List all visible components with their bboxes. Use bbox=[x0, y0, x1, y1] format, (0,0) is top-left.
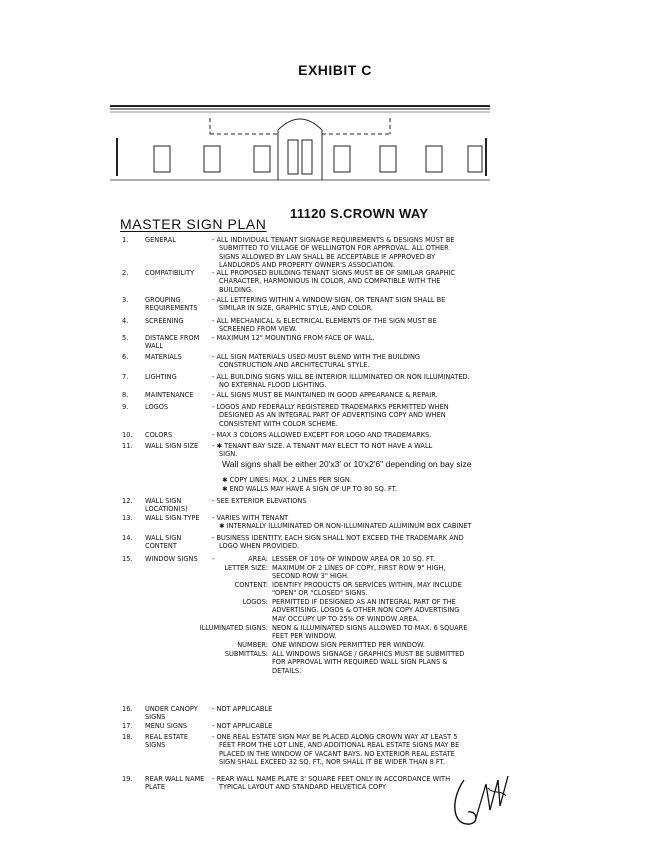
handwritten-signature bbox=[446, 770, 526, 830]
window-sign-key: SUBMITTALS: bbox=[224, 650, 268, 658]
description-line: - REAR WALL NAME PLATE 3' SQUARE FEET ONLY IN ACCORDANCE WITH bbox=[212, 775, 451, 783]
window-sign-line: ONE WINDOW SIGN PERMITTED PER WINDOW. bbox=[272, 641, 425, 649]
description-line: ✱ INTERNALLY ILLUMINATED OR NON-ILLUMINATED ALUMINUM BOX CABINET bbox=[219, 522, 472, 531]
window-sign-value bbox=[272, 564, 532, 581]
description-line: - LOGOS AND FEDERALLY REGISTERED TRADEMARKS PERMITTED WHEN bbox=[212, 403, 449, 411]
item-label: UNDER CANOPY SIGNS bbox=[145, 705, 198, 722]
description-line: - BUSINESS IDENTITY. EACH SIGN SHALL NOT EXCEED THE TRADEMARK AND bbox=[212, 534, 464, 542]
description-line: BUILDING. bbox=[219, 285, 254, 294]
item-number: 14. bbox=[122, 534, 133, 542]
window-sign-key: CONTENT: bbox=[234, 581, 268, 589]
item-label: WALL SIGN CONTENT bbox=[145, 534, 182, 551]
description-line: - ALL SIGN MATERIALS USED MUST BLEND WITH THE BUILDING bbox=[212, 353, 421, 361]
description-line: LANDLORDS AND PROPERTY OWNER'S ASSOCIATION. bbox=[219, 261, 395, 270]
description-line: SIGNS ALLOWED BY LAW SHALL BE ACCEPTABLE IF APPROVED BY bbox=[219, 252, 436, 261]
description-line: - ALL PROPOSED BUILDING TENANT SIGNS MUST BE OF SIMILAR GRAPHIC bbox=[212, 269, 456, 277]
description-line: - ALL SIGNS MUST BE MAINTAINED IN GOOD APPEARANCE & REPAIR. bbox=[212, 391, 438, 399]
item-label: WALL SIGN TYPE bbox=[145, 514, 200, 522]
description-line: - ALL BUILDING SIGNS WILL BE INTERIOR ILLUMINATED OR NON ILLUMINATED. bbox=[212, 373, 470, 381]
item-number: 2. bbox=[122, 269, 129, 277]
item-label: LOGOS bbox=[145, 403, 169, 411]
description-line: CONSISTENT WITH COLOR SCHEME. bbox=[219, 419, 338, 428]
window-sign-line: FEET PER WINDOW. bbox=[272, 632, 337, 641]
item-description bbox=[212, 391, 512, 399]
description-line: TYPICAL LAYOUT AND STANDARD HELVETICA COPY bbox=[219, 783, 387, 792]
window-sign-value bbox=[272, 555, 532, 563]
copy-lines-note: ✱ COPY LINES: MAX. 2 LINES PER SIGN. bbox=[222, 476, 352, 484]
item-number: 1. bbox=[122, 236, 129, 244]
item-description bbox=[212, 317, 512, 334]
item-description bbox=[212, 353, 512, 370]
item-label: GENERAL bbox=[145, 236, 176, 244]
item-label: LIGHTING bbox=[145, 373, 177, 381]
window-sign-line: NEON & ILLUMINATED SIGNS ALLOWED TO MAX. 6 SQUARE bbox=[272, 624, 468, 632]
item-label: MATERIALS bbox=[145, 353, 182, 361]
description-line: CONSTRUCTION AND ARCHITECTURAL STYLE. bbox=[219, 361, 370, 370]
item-number: 3. bbox=[122, 296, 129, 304]
item-description bbox=[212, 442, 512, 459]
item-description bbox=[212, 497, 512, 505]
description-line: SIGN SHALL EXCEED 32 SQ. FT., NOR SHALL IT BE WIDER THAN 8 FT. bbox=[219, 758, 445, 767]
item-description bbox=[212, 733, 512, 767]
item-number: 19. bbox=[122, 775, 133, 783]
description-line: - ALL LETTERING WITHIN A WINDOW SIGN, OR TENANT SIGN SHALL BE bbox=[212, 296, 446, 304]
description-line: - ONE REAL ESTATE SIGN MAY BE PLACED ALONG CROWN WAY AT LEAST 5 bbox=[212, 733, 458, 741]
item-number: 9. bbox=[122, 403, 129, 411]
item-description bbox=[212, 705, 512, 713]
item-label: WINDOW SIGNS bbox=[145, 555, 198, 563]
description-line: - ALL INDIVIDUAL TENANT SIGNAGE REQUIREMENTS & DESIGNS MUST BE bbox=[212, 236, 455, 244]
window-sign-value bbox=[272, 598, 532, 623]
window-sign-line: DETAILS. bbox=[272, 666, 302, 675]
item-description bbox=[212, 269, 512, 294]
item-number: 13. bbox=[122, 514, 133, 522]
window-sign-key: NUMBER: bbox=[237, 641, 268, 649]
item-number: 10. bbox=[122, 431, 133, 439]
item-label: COLORS bbox=[145, 431, 173, 439]
item-description bbox=[212, 334, 512, 342]
item-description bbox=[212, 236, 512, 270]
item-number: 15. bbox=[122, 555, 133, 563]
item-label: DISTANCE FROM WALL bbox=[145, 334, 200, 351]
description-line: - VARIES WITH TENANT bbox=[212, 514, 289, 522]
item-number: 12. bbox=[122, 497, 133, 505]
window-sign-line: ADVERTISING. LOGOS & OTHER NON COPY ADVERTISING bbox=[272, 606, 460, 615]
handwritten-wall-sign-note: Wall signs shall be either 20'x3' or 10'x2'6" depending on bay size bbox=[222, 459, 472, 469]
item-label: MAINTENANCE bbox=[145, 391, 194, 399]
item-label: COMPATIBILITY bbox=[145, 269, 195, 277]
description-line: - ALL MECHANICAL & ELECTRICAL ELEMENTS OF THE SIGN MUST BE bbox=[212, 317, 437, 325]
item-label: SCREENING bbox=[145, 317, 184, 325]
description-line: DESIGNED AS AN INTEGRAL PART OF ADVERTISING COPY AND WHEN bbox=[219, 411, 446, 420]
master-sign-plan-title: MASTER SIGN PLAN bbox=[120, 216, 267, 232]
building-elevation-drawing bbox=[110, 96, 490, 188]
window-sign-line: "OPEN" OR "CLOSED" SIGNS. bbox=[272, 589, 368, 598]
item-label: REAL ESTATE SIGNS bbox=[145, 733, 189, 750]
item-number: 17. bbox=[122, 722, 133, 730]
window-sign-line: LESSER OF 10% OF WINDOW AREA OR 10 SQ. FT. bbox=[272, 555, 436, 563]
window-sign-line: MAXIMUM OF 2 LINES OF COPY, FIRST ROW 9" HIGH, bbox=[272, 564, 446, 572]
item-number: 4. bbox=[122, 317, 129, 325]
window-sign-key: LOGOS: bbox=[242, 598, 268, 606]
item-label: WALL SIGN LOCATION(S) bbox=[145, 497, 188, 514]
window-sign-value bbox=[272, 650, 532, 675]
item-label: REAR WALL NAME PLATE bbox=[145, 775, 205, 792]
end-walls-note: ✱ END WALLS MAY HAVE A SIGN OF UP TO 80 SQ. FT. bbox=[222, 485, 398, 493]
description-line: CHARACTER, HARMONIOUS IN COLOR, AND COMPATIBLE WITH THE bbox=[219, 277, 441, 286]
item-description bbox=[212, 722, 512, 730]
window-sign-value bbox=[272, 641, 532, 649]
window-sign-line: IDENTIFY PRODUCTS OR SERVICES WITHIN, MAY INCLUDE bbox=[272, 581, 462, 589]
window-sign-line: FOR APPROVAL WITH REQUIRED WALL SIGN PLANS & bbox=[272, 658, 448, 667]
window-sign-key: AREA: bbox=[248, 555, 268, 563]
item-description bbox=[212, 514, 512, 531]
item-description bbox=[212, 403, 512, 428]
description-line: SIGN. bbox=[219, 450, 238, 459]
window-sign-line: SECOND ROW 3" HIGH. bbox=[272, 572, 349, 581]
item-label: WALL SIGN SIZE bbox=[145, 442, 199, 450]
property-address: 11120 S.CROWN WAY bbox=[290, 206, 429, 221]
description-line: - SEE EXTERIOR ELEVATIONS bbox=[212, 497, 307, 505]
description-line: NO EXTERNAL FLOOD LIGHTING. bbox=[219, 381, 327, 390]
item-description bbox=[212, 296, 512, 313]
item-description bbox=[212, 431, 512, 439]
item-number: 7. bbox=[122, 373, 129, 381]
window-sign-value bbox=[272, 624, 532, 641]
description-line: SCREENED FROM VIEW. bbox=[219, 325, 297, 334]
description-line: PLACED IN THE WINDOW OF VACANT BAYS. NO EXTERIOR REAL ESTATE bbox=[219, 749, 455, 758]
description-line: - NOT APPLICABLE bbox=[212, 705, 273, 713]
description-line: FEET FROM THE LOT LINE, AND ADDITIONAL REAL ESTATE SIGNS MAY BE bbox=[219, 741, 460, 750]
description-line: - bbox=[212, 555, 215, 563]
item-number: 11. bbox=[122, 442, 133, 450]
description-line: LOGO WHEN PROVIDED. bbox=[219, 542, 300, 551]
description-line: SUBMITTED TO VILLAGE OF WELLINGTON FOR APPROVAL. ALL OTHER bbox=[219, 244, 449, 253]
window-sign-line: ALL WINDOWS SIGNAGE / GRAPHICS MUST BE SUBMITTED bbox=[272, 650, 465, 658]
description-line: - MAX 3 COLORS ALLOWED EXCEPT FOR LOGO AND TRADEMARKS. bbox=[212, 431, 432, 439]
window-sign-key: LETTER SIZE: bbox=[224, 564, 268, 572]
window-sign-line: PERMITTED IF DESIGNED AS AN INTEGRAL PART OF THE bbox=[272, 598, 456, 606]
item-number: 8. bbox=[122, 391, 129, 399]
item-label: GROUPING REQUIREMENTS bbox=[145, 296, 198, 313]
window-sign-key: ILLUMINATED SIGNS: bbox=[199, 624, 268, 632]
item-number: 18. bbox=[122, 733, 133, 741]
item-number: 5. bbox=[122, 334, 129, 342]
description-line: SIMILAR IN SIZE, GRAPHIC STYLE, AND COLOR. bbox=[219, 304, 374, 313]
item-description bbox=[212, 373, 512, 390]
window-sign-line: MAY OCCUPY UP TO 25% OF WINDOW AREA. bbox=[272, 614, 420, 623]
description-line: - MAXIMUM 12" MOUNTING FROM FACE OF WALL. bbox=[212, 334, 375, 342]
item-number: 6. bbox=[122, 353, 129, 361]
exhibit-title: EXHIBIT C bbox=[298, 62, 372, 78]
item-description bbox=[212, 534, 512, 551]
description-line: - ✱ TENANT BAY SIZE. A TENANT MAY ELECT TO NOT HAVE A WALL bbox=[212, 442, 433, 450]
item-label: MENU SIGNS bbox=[145, 722, 188, 730]
window-sign-value bbox=[272, 581, 532, 598]
item-number: 16. bbox=[122, 705, 133, 713]
description-line: - NOT APPLICABLE bbox=[212, 722, 273, 730]
